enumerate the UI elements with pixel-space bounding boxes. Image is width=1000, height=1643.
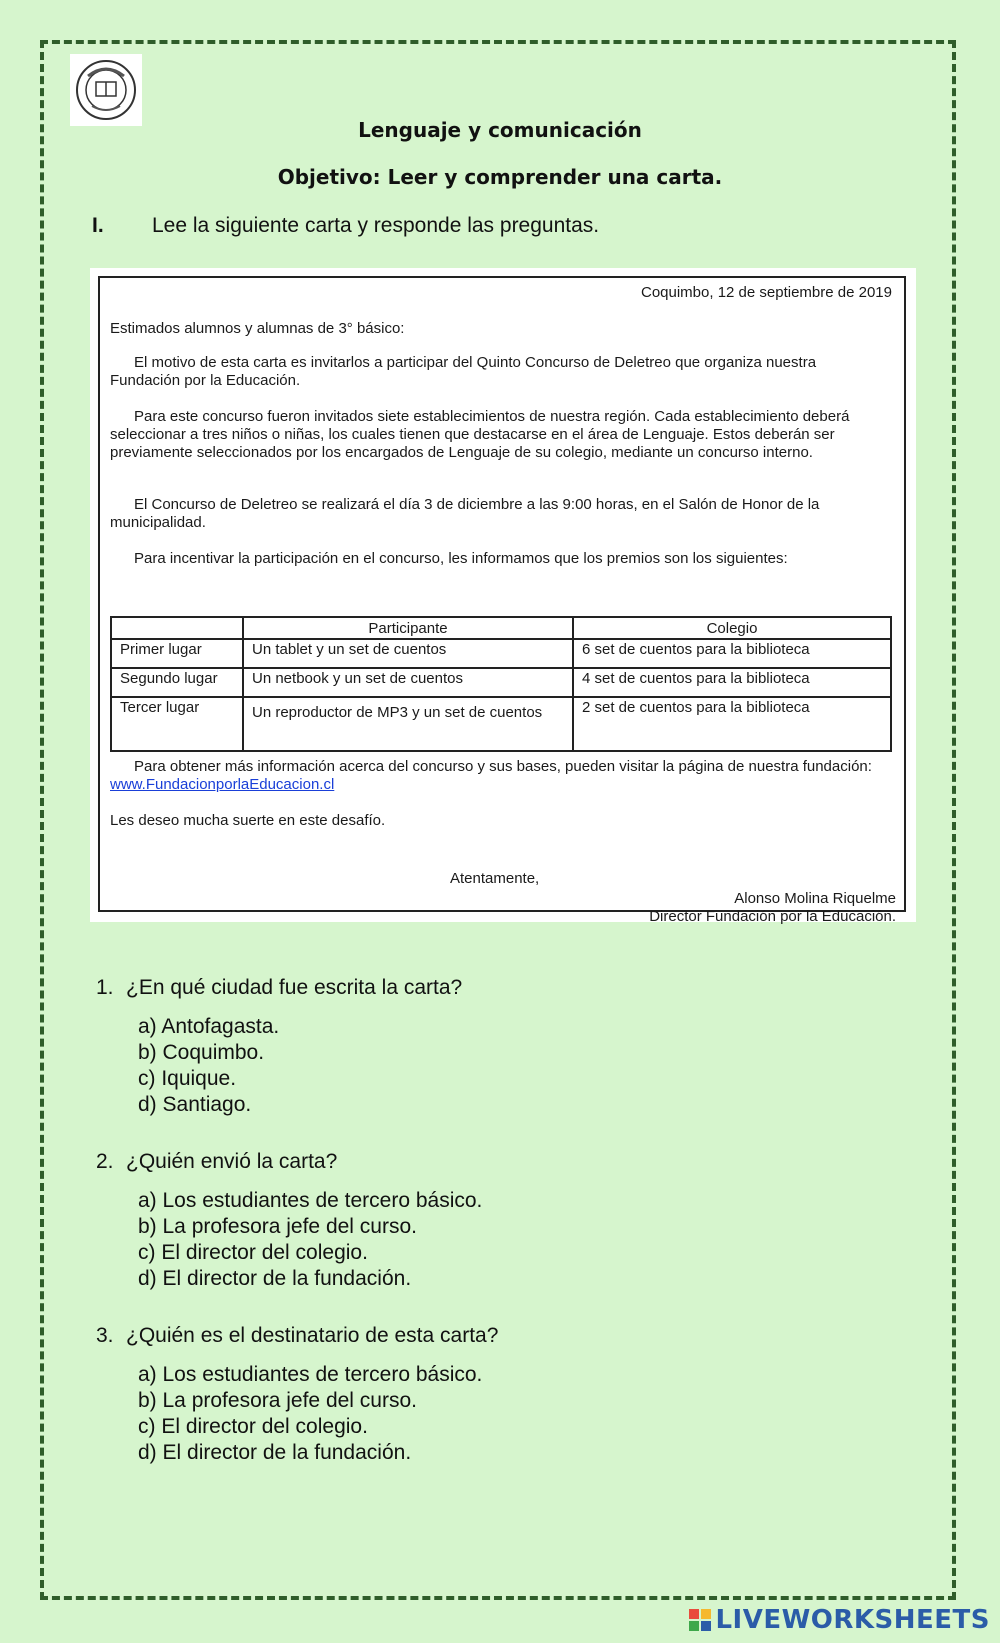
table-cell: Tercer lugar (111, 697, 243, 751)
prizes-table (110, 616, 892, 752)
table-cell: 4 set de cuentos para la biblioteca (573, 668, 891, 697)
letter-paragraph-5: Para obtener más información acerca del concurso y sus bases, pueden visitar la página de nuestra fundación: www.FundacionporlaEducacion.cl (110, 758, 872, 793)
question-2: 2. ¿Quién envió la carta? (96, 1150, 338, 1173)
option-item[interactable]: b) La profesora jefe del curso. (138, 1389, 417, 1412)
foundation-link[interactable]: www.FundacionporlaEducacion.cl (110, 776, 335, 793)
option-item[interactable]: a) Antofagasta. (138, 1015, 280, 1038)
option-item[interactable]: b) La profesora jefe del curso. (138, 1215, 417, 1238)
option-item[interactable]: d) El director de la fundación. (138, 1441, 412, 1464)
instruction (92, 214, 599, 238)
table-header-cell (111, 617, 243, 639)
school-crest-icon (74, 58, 138, 122)
question-1: 1. ¿En qué ciudad fue escrita la carta? (96, 976, 463, 999)
table-header-cell: Colegio (573, 617, 891, 639)
letter-wish: Les deseo mucha suerte en este desafío. (110, 812, 386, 829)
option-item[interactable]: d) El director de la fundación. (138, 1267, 412, 1290)
table-cell: Primer lugar (111, 639, 243, 668)
letter-paragraph-4: Para incentivar la participación en el concurso, les informamos que los premios son los siguientes: (134, 550, 788, 567)
option-item[interactable]: c) El director del colegio. (138, 1415, 368, 1438)
watermark-text: LIVEWORKSHEETS (715, 1605, 990, 1635)
question-3: 3. ¿Quién es el destinatario de esta carta? (96, 1324, 499, 1347)
question-text: ¿En qué ciudad fue escrita la carta? (126, 976, 463, 999)
table-row (111, 639, 891, 668)
liveworksheets-watermark (689, 1605, 990, 1635)
instruction-text: Lee la siguiente carta y responde las preguntas. (152, 214, 600, 237)
objective-title: Objetivo: Leer y comprender una carta. (277, 165, 723, 189)
question-text: ¿Quién es el destinatario de esta carta? (126, 1324, 499, 1347)
table-cell: 6 set de cuentos para la biblioteca (573, 639, 891, 668)
question-1-options (138, 1014, 279, 1118)
table-row (111, 668, 891, 697)
table-cell: Un reproductor de MP3 y un set de cuentos (243, 697, 573, 751)
letter-paragraph-2: Para este concurso fueron invitados siete establecimientos de nuestra región. Cada establecimiento deberá seleccionar a tres niños o niñas, los cuales tienen que destacarse en el área de Lenguaje. Estos deberán ser previamente seleccionados por los encargados de Lenguaje de su colegio, mediante un concurso interno. (110, 408, 850, 461)
option-item[interactable]: c) El director del colegio. (138, 1241, 368, 1264)
letter-closing: Atentamente, (450, 870, 540, 887)
option-item[interactable]: c) Iquique. (138, 1067, 237, 1090)
letter-place-date: Coquimbo, 12 de septiembre de 2019 (640, 284, 892, 301)
letter-greeting: Estimados alumnos y alumnas de 3° básico: (110, 320, 405, 337)
table-header-row (111, 617, 891, 639)
table-cell: 2 set de cuentos para la biblioteca (573, 697, 891, 751)
table-cell: Segundo lugar (111, 668, 243, 697)
letter-paragraph-3: El Concurso de Deletreo se realizará el día 3 de diciembre a las 9:00 horas, en el Salón de Honor de la municipalidad. (110, 496, 820, 531)
section-number: I. (92, 214, 104, 237)
liveworksheets-logo-icon (689, 1609, 711, 1631)
letter-image (90, 268, 916, 925)
school-logo (70, 54, 142, 126)
question-2-options (138, 1188, 482, 1292)
table-row (111, 697, 891, 751)
signer-title: Director Fundación por la Educación. (649, 908, 896, 925)
option-item[interactable]: b) Coquimbo. (138, 1041, 265, 1064)
subject-title: Lenguaje y comunicación (358, 118, 642, 142)
option-item[interactable]: a) Los estudiantes de tercero básico. (138, 1189, 483, 1212)
question-text: ¿Quién envió la carta? (126, 1150, 338, 1173)
table-header-cell: Participante (243, 617, 573, 639)
option-item[interactable]: d) Santiago. (138, 1093, 252, 1116)
letter-paragraph-1: El motivo de esta carta es invitarlos a participar del Quinto Concurso de Deletreo que organiza nuestra Fundación por la Educación. (110, 354, 817, 389)
table-cell: Un tablet y un set de cuentos (243, 639, 573, 668)
letter-box (98, 276, 906, 925)
table-cell: Un netbook y un set de cuentos (243, 668, 573, 697)
signer-name: Alonso Molina Riquelme (734, 890, 896, 907)
option-item[interactable]: a) Los estudiantes de tercero básico. (138, 1363, 483, 1386)
question-3-options (138, 1362, 482, 1466)
